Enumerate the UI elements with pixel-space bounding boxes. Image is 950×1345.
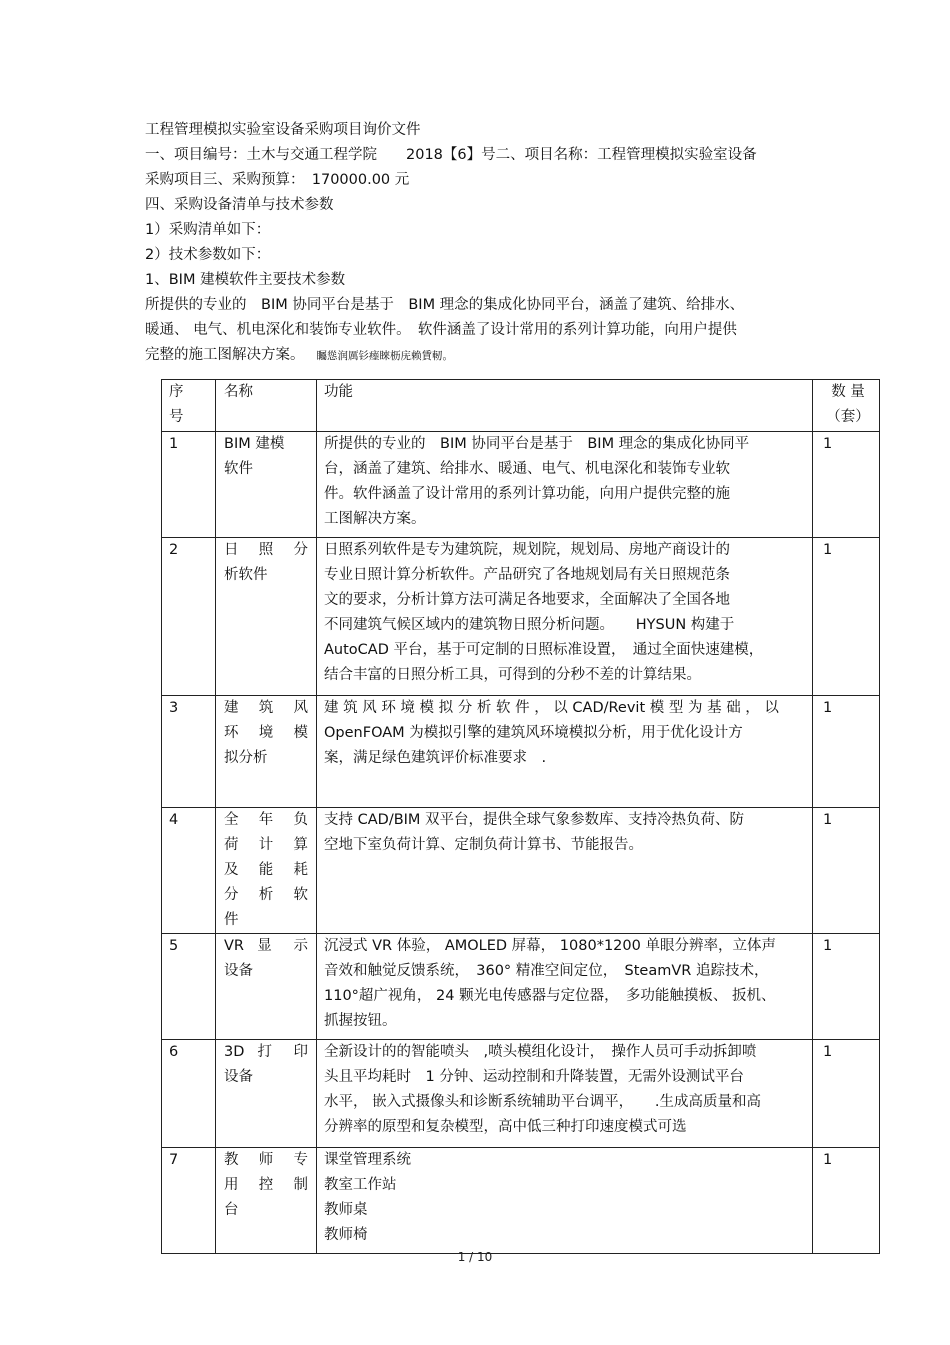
row-func-line: 沉浸式 VR 体验， AMOLED 屏幕， 1080*1200 单眼分辨率，立体声 bbox=[324, 938, 776, 954]
row-name-line: 析软件 bbox=[224, 567, 268, 583]
row-func-line: 课堂管理系统 bbox=[324, 1152, 411, 1168]
header-no bbox=[162, 380, 216, 432]
row-qty: 1 bbox=[813, 432, 880, 538]
row-func-line: 案，满足绿色建筑评价标准要求 . bbox=[324, 750, 547, 766]
row-no: 4 bbox=[162, 808, 216, 934]
document-title: 工程管理模拟实验室设备采购项目询价文件 bbox=[145, 122, 421, 138]
row-no: 7 bbox=[162, 1148, 216, 1254]
row-func-line: 日照系列软件是专为建筑院，规划院，规划局、房地产商设计的 bbox=[324, 542, 730, 558]
row-no: 5 bbox=[162, 934, 216, 1040]
row-name-line: 建 筑 风 bbox=[224, 700, 308, 716]
row-name-line: 用 控 制 bbox=[224, 1177, 308, 1193]
row-func-line: 台，涵盖了建筑、给排水、暖通、电气、机电深化和装饰专业软 bbox=[324, 461, 730, 477]
header-no-line: 序 bbox=[169, 384, 184, 400]
row-func-line: 件。软件涵盖了设计常用的系列计算功能，向用户提供完整的施 bbox=[324, 486, 730, 502]
row-no: 2 bbox=[162, 538, 216, 696]
row-func bbox=[317, 1040, 813, 1148]
row-name-line: 件 bbox=[224, 912, 239, 928]
intro-section bbox=[145, 118, 785, 368]
row-func-line: 空地下室负荷计算、定制负荷计算书、节能报告。 bbox=[324, 837, 643, 853]
list-heading-1: 1）采购清单如下： bbox=[145, 222, 271, 238]
row-name bbox=[216, 696, 317, 808]
row-func-line: 110°超广视角， 24 颗光电传感器与定位器， 多功能触摸板、 扳机、 bbox=[324, 988, 776, 1004]
row-name-line: VR 显 示 bbox=[224, 938, 308, 954]
row-qty: 1 bbox=[813, 1040, 880, 1148]
header-no-line: 号 bbox=[169, 409, 184, 425]
bim-description bbox=[145, 293, 785, 368]
row-name-line: 教 师 专 bbox=[224, 1152, 308, 1168]
row-func-line: 教室工作站 bbox=[324, 1177, 397, 1193]
row-qty: 1 bbox=[813, 1148, 880, 1254]
row-func-line: 建 筑 风 环 境 模 拟 分 析 软 件 ， 以 CAD/Revit 模 型 为 基 础 ， 以 bbox=[324, 700, 779, 716]
row-name bbox=[216, 432, 317, 538]
bim-description-line: 暖通、 电气、机电深化和装饰专业软件。 软件涵盖了设计常用的系列计算功能，向用户提供 bbox=[145, 322, 737, 338]
bim-params-heading: 1、BIM 建模软件主要技术参数 bbox=[145, 272, 346, 288]
row-name-line: 及 能 耗 bbox=[224, 862, 308, 878]
header-qty-line: 数 量 bbox=[831, 384, 865, 400]
table-row bbox=[162, 1148, 880, 1254]
row-name bbox=[216, 808, 317, 934]
row-name-line: 荷 计 算 bbox=[224, 837, 308, 853]
row-qty: 1 bbox=[813, 934, 880, 1040]
row-func bbox=[317, 696, 813, 808]
table-header-row bbox=[162, 380, 880, 432]
row-func-line: 结合丰富的日照分析工具，可得到的分秒不差的计算结果。 bbox=[324, 667, 701, 683]
row-func-line: 教师椅 bbox=[324, 1227, 368, 1243]
row-name bbox=[216, 538, 317, 696]
page-number: 1 / 10 bbox=[457, 1250, 493, 1264]
row-func-line: 所提供的专业的 BIM 协同平台是基于 BIM 理念的集成化协同平 bbox=[324, 436, 750, 452]
row-func bbox=[317, 808, 813, 934]
row-func-line: 头且平均耗时 1 分钟、运动控制和升降装置，无需外设测试平台 bbox=[324, 1069, 744, 1085]
row-qty: 1 bbox=[813, 696, 880, 808]
row-func-line: 音效和触觉反馈系统， 360° 精准空间定位， SteamVR 追踪技术， bbox=[324, 963, 769, 979]
row-func-line: 支持 CAD/BIM 双平台，提供全球气象参数库、支持冷热负荷、防 bbox=[324, 812, 745, 828]
header-qty bbox=[813, 380, 880, 432]
row-func-line: 工图解决方案。 bbox=[324, 511, 426, 527]
row-name-line: 环 境 模 bbox=[224, 725, 308, 741]
table-row bbox=[162, 432, 880, 538]
row-func-line: 分辨率的原型和复杂模型，高中低三种打印速度模式可选 bbox=[324, 1119, 687, 1135]
row-name-line: 拟分析 bbox=[224, 750, 268, 766]
bim-description-line bbox=[145, 343, 785, 368]
header-func: 功能 bbox=[317, 380, 813, 432]
section-heading: 四、采购设备清单与技术参数 bbox=[145, 197, 334, 213]
row-func-line: 专业日照计算分析软件。产品研究了各地规划局有关日照规范条 bbox=[324, 567, 730, 583]
row-name-line: 全 年 负 bbox=[224, 812, 308, 828]
row-name bbox=[216, 1040, 317, 1148]
row-func-line: 文的要求，分析计算方法可满足各地要求，全面解决了全国各地 bbox=[324, 592, 730, 608]
bim-description-line: 所提供的专业的 BIM 协同平台是基于 BIM 理念的集成化协同平台，涵盖了建筑、给排水、 bbox=[145, 297, 745, 313]
row-func bbox=[317, 432, 813, 538]
row-name-line: 日 照 分 bbox=[224, 542, 308, 558]
table-row bbox=[162, 808, 880, 934]
row-name-line: 3D 打 印 bbox=[224, 1044, 308, 1060]
list-heading-2: 2）技术参数如下： bbox=[145, 247, 271, 263]
row-qty: 1 bbox=[813, 538, 880, 696]
row-name-line: BIM 建模 bbox=[224, 436, 285, 452]
row-func bbox=[317, 538, 813, 696]
row-func-line: 水平， 嵌入式摄像头和诊断系统辅助平台调平， .生成高质量和高 bbox=[324, 1094, 761, 1110]
header-name: 名称 bbox=[216, 380, 317, 432]
row-func-line: 不同建筑气候区域内的建筑物日照分析问题。 HYSUN 构建于 bbox=[324, 617, 735, 633]
row-name-line: 设备 bbox=[224, 963, 253, 979]
equipment-table bbox=[161, 379, 880, 1254]
row-func-line: 全新设计的的智能喷头 ,喷头模组化设计， 操作人员可手动拆卸喷 bbox=[324, 1044, 757, 1060]
row-qty: 1 bbox=[813, 808, 880, 934]
table-row bbox=[162, 696, 880, 808]
row-no: 6 bbox=[162, 1040, 216, 1148]
row-name-line: 软件 bbox=[224, 461, 253, 477]
row-func-line: AutoCAD 平台，基于可定制的日照标准设置， 通过全面快速建模， bbox=[324, 642, 764, 658]
row-name bbox=[216, 934, 317, 1040]
bim-description-text: 完整的施工图解决方案。 bbox=[145, 347, 305, 363]
project-number-line: 一、项目编号：土木与交通工程学院 2018【6】号二、项目名称：工程管理模拟实验室设备 bbox=[145, 147, 757, 163]
row-no: 3 bbox=[162, 696, 216, 808]
row-name-line: 设备 bbox=[224, 1069, 253, 1085]
table-row bbox=[162, 538, 880, 696]
row-func-line: 教师桌 bbox=[324, 1202, 368, 1218]
table-row bbox=[162, 934, 880, 1040]
table-row bbox=[162, 1040, 880, 1148]
row-name-line: 分 析 软 bbox=[224, 887, 308, 903]
row-func bbox=[317, 934, 813, 1040]
budget-line: 采购项目三、采购预算： 170000.00 元 bbox=[145, 172, 410, 188]
row-name bbox=[216, 1148, 317, 1254]
header-qty-line: （套） bbox=[826, 409, 870, 425]
row-func bbox=[317, 1148, 813, 1254]
row-func-line: OpenFOAM 为模拟引擎的建筑风环境模拟分析，用于优化设计方 bbox=[324, 725, 743, 741]
row-name-line: 台 bbox=[224, 1202, 239, 1218]
row-func-line: 抓握按钮。 bbox=[324, 1013, 397, 1029]
garbled-note: 矚慫润厲钐瘗睞枥庑赖賃軔。 bbox=[316, 350, 453, 362]
row-no: 1 bbox=[162, 432, 216, 538]
